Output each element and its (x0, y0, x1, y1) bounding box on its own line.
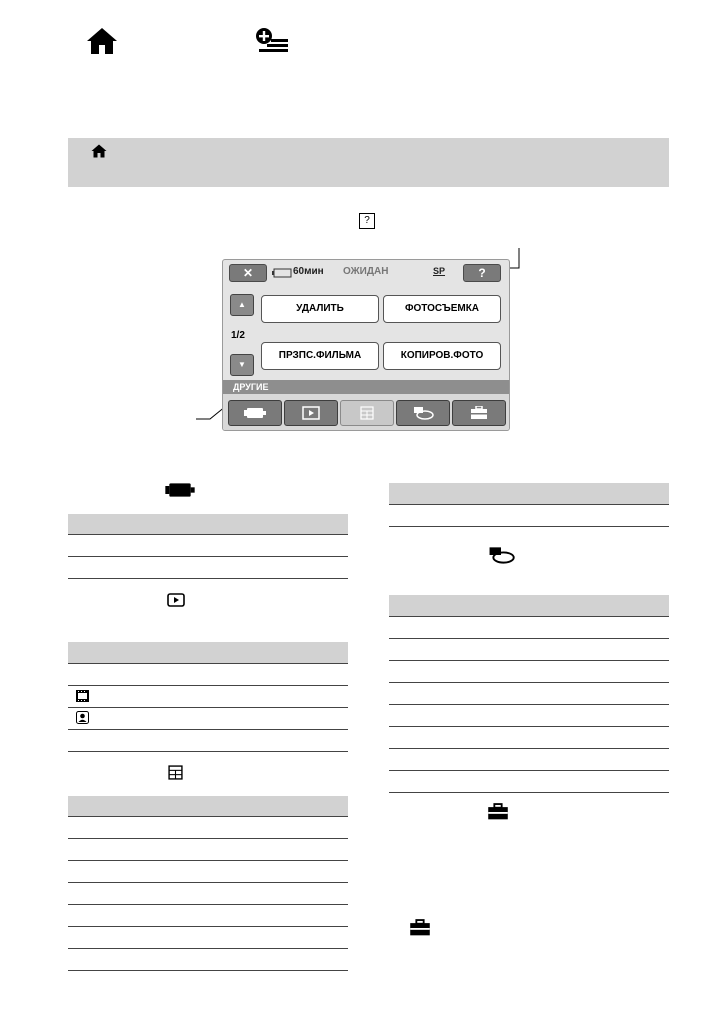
home-icon (86, 27, 118, 55)
disc-manage-icon (487, 546, 515, 564)
tab-camera[interactable] (228, 400, 282, 426)
table-row-rule (68, 948, 348, 949)
table-header-playback (68, 642, 348, 663)
menu-item-movie-dub[interactable]: ПРЗПС.ФИЛЬМА (261, 342, 379, 370)
scroll-up-button[interactable]: ▲ (230, 294, 254, 316)
film-roll-icon (76, 690, 89, 702)
table-row-rule (68, 970, 348, 971)
table-header-disc-manage (389, 595, 669, 616)
other-list-icon (168, 765, 183, 780)
menu-item-photo-copy[interactable]: КОПИРОВ.ФОТО (383, 342, 501, 370)
table-row-rule (389, 638, 669, 639)
table-row-rule (389, 770, 669, 771)
playback-icon (167, 592, 185, 608)
toolbox-icon (409, 919, 431, 937)
help-button-reference: ? (359, 213, 375, 229)
camera-icon (165, 482, 195, 498)
table-row-rule (68, 663, 348, 664)
table-row-rule (389, 726, 669, 727)
tab-other[interactable] (340, 400, 394, 426)
table-row-rule (68, 685, 348, 686)
tab-playback[interactable] (284, 400, 338, 426)
category-label: ДРУГИЕ (223, 380, 509, 394)
table-row-rule (68, 926, 348, 927)
table-row-rule (389, 504, 669, 505)
quality-indicator: SP (433, 266, 446, 276)
disc-manage-icon (412, 406, 434, 420)
table-row-rule (389, 616, 669, 617)
table-row-rule (68, 707, 348, 708)
menu-item-delete[interactable]: УДАЛИТЬ (261, 295, 379, 323)
table-row-rule (68, 882, 348, 883)
page-indicator: 1/2 (231, 330, 245, 341)
status-bar (223, 260, 509, 287)
battery-icon (272, 268, 292, 278)
standby-status: ОЖИДАН (343, 266, 389, 277)
toolbox-icon (487, 803, 509, 821)
table-row-rule (389, 526, 669, 527)
section-header-band (68, 138, 669, 187)
table-header-other (68, 796, 348, 817)
camera-icon (244, 407, 266, 419)
option-icon (255, 27, 289, 53)
other-list-icon (360, 406, 374, 420)
table-row-rule (389, 682, 669, 683)
table-row-rule (68, 860, 348, 861)
table-row-rule (68, 578, 348, 579)
table-row-rule (389, 704, 669, 705)
table-row-rule (68, 729, 348, 730)
tab-disc-manage[interactable] (396, 400, 450, 426)
scroll-down-button[interactable]: ▼ (230, 354, 254, 376)
table-row-rule (389, 792, 669, 793)
table-row-rule (68, 556, 348, 557)
tab-settings[interactable] (452, 400, 506, 426)
table-header-right-1 (389, 483, 669, 504)
table-row-rule (389, 748, 669, 749)
table-row-rule (68, 838, 348, 839)
table-row-rule (389, 660, 669, 661)
battery-time: 60мин (293, 266, 324, 277)
table-header-camera (68, 514, 348, 535)
toolbox-icon (470, 406, 488, 420)
close-button[interactable]: ✕ (229, 264, 267, 282)
playback-icon (302, 406, 320, 420)
table-row-rule (68, 904, 348, 905)
category-tabs (223, 394, 509, 430)
menu-item-photo-capture[interactable]: ФОТОСЪЕМКА (383, 295, 501, 323)
home-icon (91, 144, 107, 158)
camcorder-screen (222, 259, 510, 431)
table-row-rule (68, 534, 348, 535)
face-icon (76, 711, 89, 724)
table-row-rule (68, 816, 348, 817)
help-button[interactable]: ? (463, 264, 501, 282)
table-row-rule (68, 751, 348, 752)
